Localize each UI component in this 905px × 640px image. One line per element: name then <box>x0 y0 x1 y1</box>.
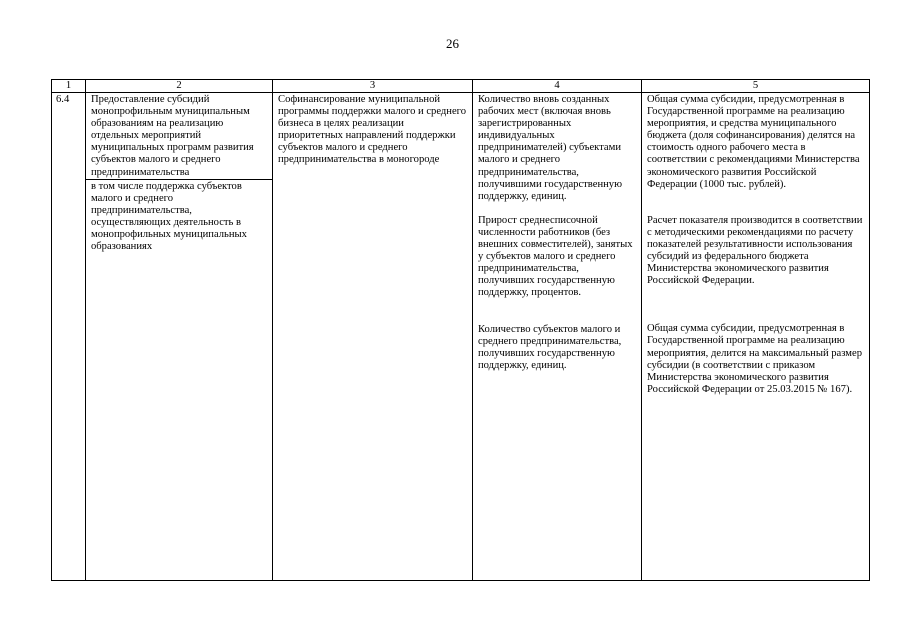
column-header: 3 <box>273 80 473 93</box>
indicator-paragraph: Прирост среднесписочной численности работников (без внешних совместителей), занятых у субъектов малого и среднего предпринимательства, получивших государственную поддержку, процентов. <box>478 214 633 299</box>
purpose-cell <box>273 93 473 581</box>
column-header: 4 <box>473 80 642 93</box>
calculation-cell <box>642 93 870 581</box>
indicator-paragraph: Количество вновь созданных рабочих мест (включая вновь зарегистрированных индивидуальных предпринимателей) субъектами малого и среднего предпринимательства, получившими государственную поддержку, единиц. <box>478 94 623 202</box>
document-table <box>51 79 870 581</box>
column-header: 5 <box>642 80 870 93</box>
table-row <box>52 93 870 581</box>
measure-cell <box>86 93 273 581</box>
measure-subtext: в том числе поддержка субъектов малого и среднего предпринимательства, осуществляющих деятельность в монопрофильных муниципальных образованиях <box>86 179 272 254</box>
calculation-paragraph: Расчет показателя производится в соответствии с методическими рекомендациями по расчету показателей результативности использования субсидий из федерального бюджета Министерства экономического развития Российской Федерации. <box>647 214 863 287</box>
indicator-paragraph: Количество субъектов малого и среднего предпринимательства, получивших государственную поддержку, единиц. <box>478 323 622 371</box>
row-number-cell <box>52 93 86 581</box>
row-number: 6.4 <box>56 94 70 105</box>
indicator-cell <box>473 93 642 581</box>
table-header-row <box>52 80 870 93</box>
page-number: 26 <box>446 36 459 51</box>
purpose-text: Софинансирование муниципальной программы поддержки малого и среднего бизнеса в целях реализации приоритетных направлений поддержки субъектов малого и среднего предпринимательства в моногороде <box>278 94 467 166</box>
column-header: 2 <box>86 80 273 93</box>
column-header: 1 <box>52 80 86 93</box>
measure-text: Предоставление субсидий монопрофильным муниципальным образованиям на реализацию отдельных мероприятий муниципальных программ развития субъектов малого и среднего предпринимательства <box>91 94 254 178</box>
calculation-paragraph: Общая сумма субсидии, предусмотренная в Государственной программе на реализацию мероприятия, делится на максимальный размер субсидии (в соответствии с приказом Министерства экономического развития Российской Федерации от 25.03.2015 № 167). <box>647 323 862 395</box>
calculation-paragraph: Общая сумма субсидии, предусмотренная в Государственной программе на реализацию мероприятия, и средства муниципального бюджета (доля софинансирования) делятся на стоимость одного рабочего места в соответствии с рекомендациями Министерства экономического развития Российской Федерации (1000 тыс. рублей). <box>647 94 860 190</box>
